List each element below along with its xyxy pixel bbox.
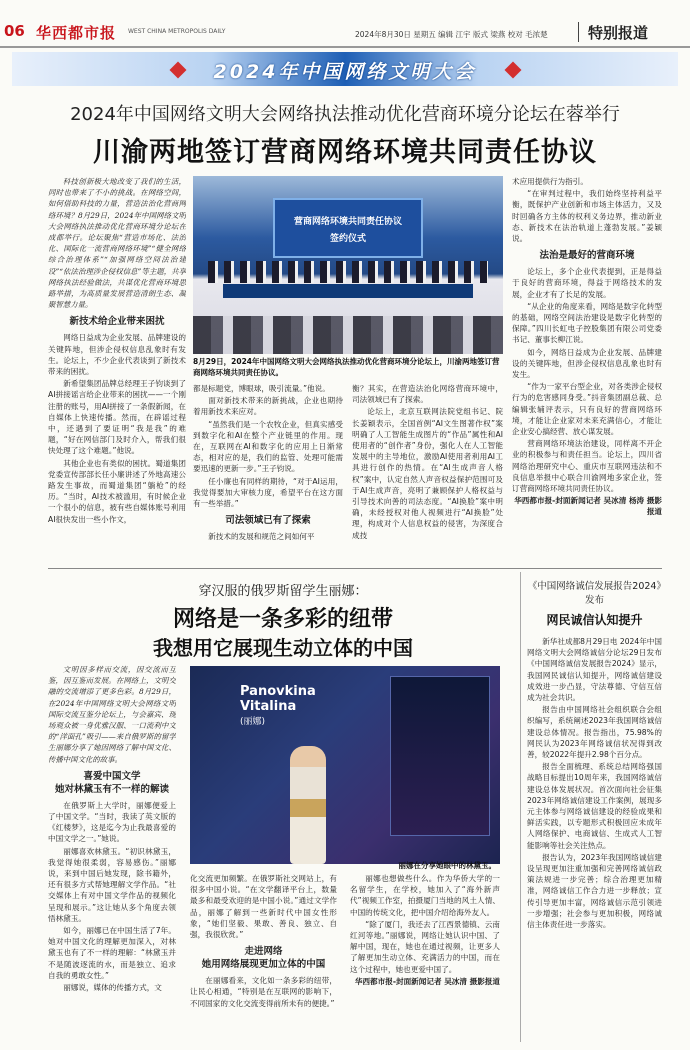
section-title: 特别报道 xyxy=(588,24,649,42)
article1-column-4 xyxy=(512,176,662,562)
article1-paragraph: 术应用提供行为指引。 xyxy=(512,177,588,186)
masthead-logo: 华西都市报 xyxy=(36,24,117,42)
section-divider xyxy=(48,568,662,569)
article1-paragraph: 论坛上，多个企业代表提到，正是得益于良好的营商环境，得益于网络技术的发展，企业才有了长足的发展。 xyxy=(512,267,662,299)
article1-paragraph: 任小廉也有同样的期待，“对于AI运用，我觉得要加大审核力度，希望平台在这方面有一些举措。” xyxy=(193,476,343,509)
article3-paragraph: 新华社成都8月29日电 2024年中国网络文明大会网络诚信分论坛29日发布《中国网络诚信发展报告2024》显示，我国网民诚信认知提升，网络诚信建设成效进一步凸显，守法尊德、守信互信成为社会共识。 xyxy=(527,637,662,703)
article1-photo-caption: 8月29日，2024年中国网络文明大会网络执法推动优化营商环境分论坛上，川渝两地签订营商网络环境共同责任协议。 xyxy=(193,357,500,377)
article2-paragraph: 化交流更加频繁。在俄罗斯社交网站上，有很多中国小说。“在文学翻译平台上，数量最多和最受欢迎的是中国小说。”通过文学作品，丽娜了解到一些新时代中国女性形象，“她们坚毅、果敢、善良、独立、自强，我很欣赏。” xyxy=(190,874,337,940)
article1-paragraph: 衡？其实，在营造法治化网络营商环境中，司法领域已有了探索。 xyxy=(352,384,503,405)
article1-paragraph: “作为一家平台型企业，对各类涉企侵权行为的危害感同身受。”抖音集团副总裁、总编辑张辅评表示，只有良好的营商网络环境，才能让企业家对未来充满信心，才能让企业安心搞经营、放心谋发展。 xyxy=(512,382,662,437)
article2-photo xyxy=(190,666,500,864)
photo-name-line1: Panovkina xyxy=(240,684,316,699)
article2-subhead-1b: 她对林黛玉有不一样的解读 xyxy=(54,783,169,795)
article1-kicker: 2024年中国网络文明大会网络执法推动优化营商环境分论坛在蓉举行 xyxy=(70,104,620,125)
banner-title: 2024年中国网络文明大会 xyxy=(213,61,477,83)
article1-paragraph: 新希望集团品牌总经理王子钧谈到了AI拼接谣言给企业带来的困扰——一个刚注册的账号，用AI拼接了一条假新闻，在自媒体上快速传播。然而，在辟谣过程中，还遇到了要证明“我是我”的难题，“好在网信部门及时介入，帮我们很快处理了这个难题。”他说。 xyxy=(48,379,186,456)
article2-column-3 xyxy=(350,873,500,1043)
article1-paragraph: “在审判过程中，我们始终坚持利益平衡，既保护产业创新和市场主体活力，又及时回确各方主体的权利义务边界，推动新业态、新技术在法治轨道上蓬勃发展。”姜颖说。 xyxy=(512,189,662,244)
article1-paragraph: 其他企业也有类似的困扰。蜀道集团党委宣传部部长任小廉讲述了外地高速公路发生事故，而蜀道集团“躺枪”的经历。“当时，AI技术被滥用，有时候企业一个很小的信息，被有些自媒体账号利用AI很快发出一些小作文， xyxy=(48,458,186,524)
stage-screen-title: 营商网络环境共同责任协议 xyxy=(293,217,402,227)
article1-column-3 xyxy=(352,383,503,563)
event-banner xyxy=(12,52,678,86)
article1-photo xyxy=(193,176,503,354)
issue-meta: 2024年8月30日 星期五 编辑 江宇 版式 梁燕 校对 毛浓楚 xyxy=(355,30,548,39)
photo-name-card xyxy=(240,684,360,727)
photo-name-line2: Vitalina xyxy=(240,699,297,714)
stage-people-row xyxy=(208,261,488,283)
article2-paragraph: 如今，丽娜已在中国生活了7年。她对中国文化的理解更加深入，对林黛玉也有了不一样的理解：“林黛玉并不是随波逐流的水，而是独立、追求自我的勇敢女性。” xyxy=(48,926,176,980)
stage-screen xyxy=(273,198,423,258)
article1-lead: 科技创新极大地改变了我们的生活，同时也带来了不小的挑战。在网络空间，如何借助科技的力量，营造法治化营商网络环境？8月29日，2024年中国网络文明大会网络执法推动优化营商环境分论坛在成都举行。论坛聚焦“营造市场化、法治化、国际化一流营商网络环境”“健全网络综合治理体系”“加强网络空间法治建设”“依法治理涉企侵权信息”等主题，共享网络执法经验做法，共谋优化营商环境思路举措，为高质量发展营造清朗生态、凝聚智慧力量。 xyxy=(48,177,186,310)
article2-paragraph: 在俄罗斯上大学时，丽娜便爱上了中国文学。“当时，我读了英文版的《红楼梦》，这是迄今为止我最喜爱的中国文学之一。”她说。 xyxy=(48,800,176,844)
audience xyxy=(193,316,503,354)
article2-subhead-2: 走进网络 xyxy=(244,946,283,958)
article1-paragraph: “从企业的角度来看，网络是数字化转型的基础，网络空间法治建设是数字化转型的保障。”四川长虹电子控股集团有限公司党委书记、董事长柳江说。 xyxy=(512,301,662,345)
article1-paragraph: 面对新技术带来的新挑战，企业也期待着用新技术来应对。 xyxy=(193,396,343,417)
article3-paragraph: 报告由中国网络社会组织联合会组织编写，系统阐述2023年我国网络诚信建设总体情况。报告指出，75.98%的网民认为2023年网络诚信状况得到改善，较2022年提升2.98个百分点。 xyxy=(527,705,662,760)
photo-name-line3: (丽娜) xyxy=(240,717,266,727)
article3-kicker: 《中国网络诚信发展报告2024》发布 xyxy=(527,581,662,606)
article1-paragraph: “虽然我们是一个农牧企业，但真实感受到数字化和AI在整个产业链里的作用。现在，互联网在AI和数字化的应用上日渐常态，相对应的是，我们的监管、处理可能需要迅速的更新一步。”王子钧说。 xyxy=(193,419,343,474)
speaker-figure xyxy=(290,746,326,864)
article2-lead: 文明因多样而交流，因交流而互鉴，因互鉴而发展。在网络上，文明交融的交流增添了更多色彩。8月29日，在2024年中国网络文明大会网络文明国际交流互鉴分论坛上，与会嘉宾、现场观众被一身优雅汉服、一口流利中文的“洋面孔”吸引——来自俄罗斯的留学生丽娜分享了她因网络了解中国文化、传播中国文化的故事。 xyxy=(48,665,176,764)
article1-byline: 华西都市报-封面新闻记者 吴冰清 杨涛 摄影报道 xyxy=(514,496,662,517)
article1-column-2 xyxy=(193,383,343,563)
article2-paragraph: “除了厦门，我还去了江西景德镇、云南红河等地。”丽娜说，网络让她认识中国、了解中国，现在，她也在通过视频，让更多人了解更加生动立体、充满活力的中国，而在这个过程中，她也更爱中国了。 xyxy=(350,919,500,974)
header-rule xyxy=(0,46,690,48)
article2-column-1 xyxy=(48,664,176,1042)
article1-subhead-2: 司法领域已有了探索 xyxy=(225,515,311,527)
column-divider-right xyxy=(520,572,521,1042)
article2-paragraph: 丽娜说，媒体的传播方式，文 xyxy=(63,983,162,993)
article2-kicker: 穿汉服的俄罗斯留学生丽娜： xyxy=(198,584,368,599)
subhead-line: 喜爱中国文学 xyxy=(83,770,141,782)
article2-paragraph: 丽娜喜欢林黛玉。“初识林黛玉，我觉得她很柔弱，容易感伤。”丽娜说，来到中国后她发现，除书籍外，还有很多方式帮她理解文学作品。“社交媒体上有对中国文学作品的视频化呈现和展示。”这让她从多个角度去领悟林黛玉。 xyxy=(48,846,176,923)
article2-column-2 xyxy=(190,873,337,1043)
page-number: 06 xyxy=(4,22,25,40)
article2-byline: 华西都市报-封面新闻记者 吴冰清 摄影报道 xyxy=(354,976,500,986)
article1-paragraph: 论坛上，北京互联网法院党组书记、院长姜颖表示，全国首例“AI文生图著作权”案明确了人工智能生成图片的“作品”属性和AI使用者的“创作者”身份，强化人在人工智能发展中的主导地位，激励AI使用者利用AI工具进行创作的热情。在“AI生成声音人格权”案中，认定自然人声音权益保护范围可及于AI生成声音，亮明了兼顾保护人格权益与引导技术向善的司法态度。“AI换脸”案中明确，未经授权对他人视频进行“AI换脸”处理，构成对个人信息权益的侵害，为深度合成技 xyxy=(352,407,503,540)
article3-headline: 网民诚信认知提升 xyxy=(546,613,643,627)
article2-paragraph: 丽娜也想做些什么。作为华侨大学的一名留学生，在学校，她加入了“海外新声代”视频工作室，拍摄厦门当地的风土人情、中国的传统文化，把中国介绍给海外友人。 xyxy=(350,874,500,917)
stage-table xyxy=(223,284,473,298)
article1-subhead-3: 法治是最好的营商环境 xyxy=(539,250,635,262)
masthead-logo-en: WEST CHINA METROPOLIS DAILY xyxy=(128,28,226,35)
article1-column-1 xyxy=(48,176,186,556)
article1-paragraph: 新技术的发展和规范之间如何平 xyxy=(208,532,315,542)
article3-sidebar xyxy=(527,580,662,1042)
article1-paragraph: 网络日益成为企业发展、品牌建设的关键阵地，但涉企侵权信息乱象时有发生。论坛上，不少企业代表谈到了新技术带来的困扰。 xyxy=(48,333,186,377)
article1-paragraph: 营商网络环境法治建设，同样离不开企业的积极参与和责任担当。论坛上，四川省网络治理研究中心、重庆市互联网违法和不良信息举报中心联合川渝网地多家企业，签订营商网络环境共同责任协议。 xyxy=(512,439,662,494)
article2-paragraph: 在丽娜看来，文化如一条多彩的纽带，让民心相通，“特别是在互联网的影响下，不同国家的文化交流变得前所未有的便捷。” xyxy=(190,976,337,1008)
article2-headline-line1: 网络是一条多彩的纽带 xyxy=(172,607,393,632)
header-divider-vertical xyxy=(578,22,579,42)
screen-panel xyxy=(390,676,490,836)
article2-headline-line2: 我想用它展现生动立体的中国 xyxy=(153,636,413,660)
article3-paragraph: 报告认为，2023年我国网络诚信建设呈现更加注重加强和完善网络诚信政策法规进一步完善；综合治理更加精准，网络诚信工作合力进一步释放；宣传引导更加丰富，网络诚信示范引领进一步增强；社会参与更加积极，网络诚信主体责任进一步落实。 xyxy=(527,852,662,930)
article1-paragraph: 都是标题党，博眼球，吸引流量。”他说。 xyxy=(193,384,330,393)
article1-subhead-1: 新技术给企业带来困扰 xyxy=(69,316,165,328)
article2-subhead-1 xyxy=(48,770,176,783)
stage-screen-subtitle: 签约仪式 xyxy=(329,234,366,244)
page-header xyxy=(0,0,690,52)
article2-photo-caption: 丽娜在分享她眼中的林黛玉。 xyxy=(398,861,496,870)
article2-subhead-2b: 她用网络展现更加立体的中国 xyxy=(201,959,326,971)
article1-paragraph: 如今，网络日益成为企业发展、品牌建设的关键阵地，但涉企侵权信息乱象也时有发生。 xyxy=(512,347,662,380)
article3-paragraph: 报告全面梳理、系统总结网络强国战略目标提出10周年来，我国网络诚信建设总体发展状况。首次面向社会征集2023年网络诚信建设工作案例，展现多元主体参与网络诚信建设的经验成果和鲜活实践，以专题形式积极回应未成年人网络保护、电商诚信、生成式人工智能影响等社会关注热点。 xyxy=(527,762,662,850)
article1-headline: 川渝两地签订营商网络环境共同责任协议 xyxy=(93,137,597,168)
